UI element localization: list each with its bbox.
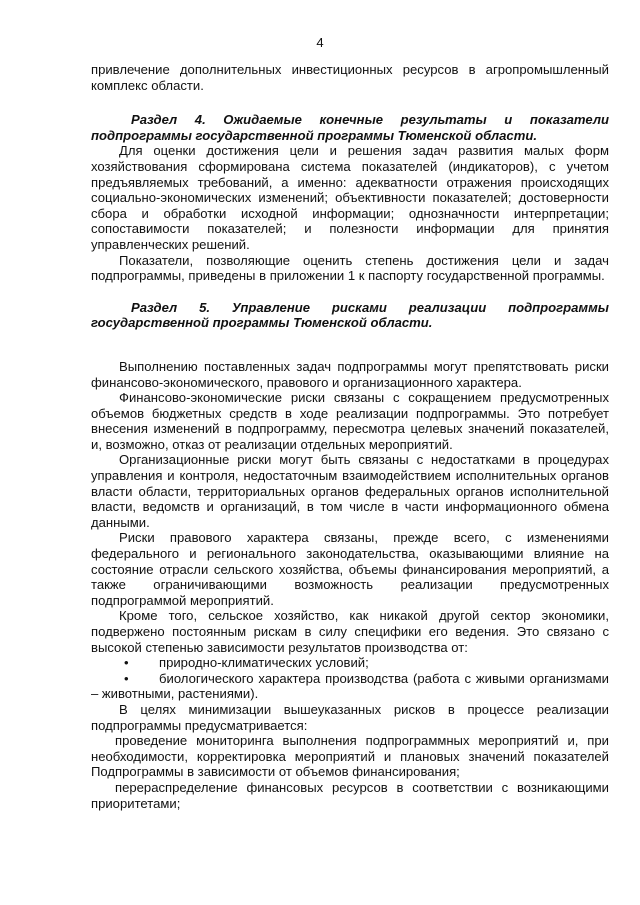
paragraph-organizational-risks: Организационные риски могут быть связаны с недостатками в процедурах управления и контроля, недостаточным взаимодействием исполнительных органов власти области, территориальных органов федеральных органов исполнительной власти, ведомств и организаций, в том числе в части информационного обмена данными. [91, 452, 609, 530]
paragraph-redistribution: перераспределение финансовых ресурсов в соответствии с возникающими приоритетами; [91, 779, 609, 811]
paragraph-indicators-system: Для оценки достижения цели и решения задач развития малых форм хозяйствования сформирована система показателей (индикаторов), с учетом предъявляемых требований, а именно: адекватности отражения происходящих социально-экономических изменений; объективности показателей; достоверности сбора и обработки исходной информации; однозначности интерпретации; сопоставимости показателей; и полезности информации для принятия управленческих решений. [91, 143, 609, 252]
paragraph-risk-mitigation: В целях минимизации вышеуказанных рисков в процессе реализации подпрограммы предусматривается: [91, 701, 609, 733]
paragraph-legal-risks: Риски правового характера связаны, прежде всего, с изменениями федерального и регионального законодательства, оказывающими влияние на состояние отрасли сельского хозяйства, объемы финансирования мероприятий, а также ограничивающими возможность реализации предусмотренных подпрограммой мероприятий. [91, 530, 609, 608]
list-item [91, 655, 609, 671]
paragraph-risks-intro: Выполнению поставленных задач подпрограммы могут препятствовать риски финансово-экономического, правового и организационного характера. [91, 358, 609, 390]
paragraph-continuation: привлечение дополнительных инвестиционных ресурсов в агропромышленный комплекс области. [91, 62, 609, 93]
paragraph-monitoring: проведение мониторинга выполнения подпрограммных мероприятий и, при необходимости, корректировка мероприятий и плановых значений показателей Подпрограммы в зависимости от объемов финансирования; [91, 733, 609, 780]
bullet-icon: • [124, 655, 129, 671]
section-5-heading: Раздел 5. Управление рисками реализации подпрограммы государственной программы Тюменской области. [91, 299, 609, 331]
list-item-text: биологического характера производства (работа с живыми организмами – животными, растениями). [91, 670, 609, 702]
bullet-icon: • [124, 670, 129, 686]
list-item [91, 671, 609, 702]
page-number: 4 [316, 35, 324, 50]
list-item-text: природно-климатических условий; [159, 655, 369, 671]
paragraph-financial-risks: Финансово-экономические риски связаны с сокращением предусмотренных объемов бюджетных средств в ходе реализации подпрограммы. Это потребует внесения изменений в подпрограмму, пересмотра целевых значений показателей, и, возможно, отказ от реализации отдельных мероприятий. [91, 390, 609, 452]
document-body [91, 62, 609, 811]
paragraph-agriculture-risks: Кроме того, сельское хозяйство, как никакой другой сектор экономики, подвержено постоянным рискам в силу специфики его ведения. Это связано с высокой степенью зависимости результатов производства от: [91, 608, 609, 655]
paragraph-indicators-reference: Показатели, позволяющие оценить степень достижения цели и задач подпрограммы, приведены в приложении 1 к паспорту государственной программы. [91, 252, 609, 284]
section-4-heading: Раздел 4. Ожидаемые конечные результаты и показатели подпрограммы государственной программы Тюменской области. [91, 112, 609, 143]
